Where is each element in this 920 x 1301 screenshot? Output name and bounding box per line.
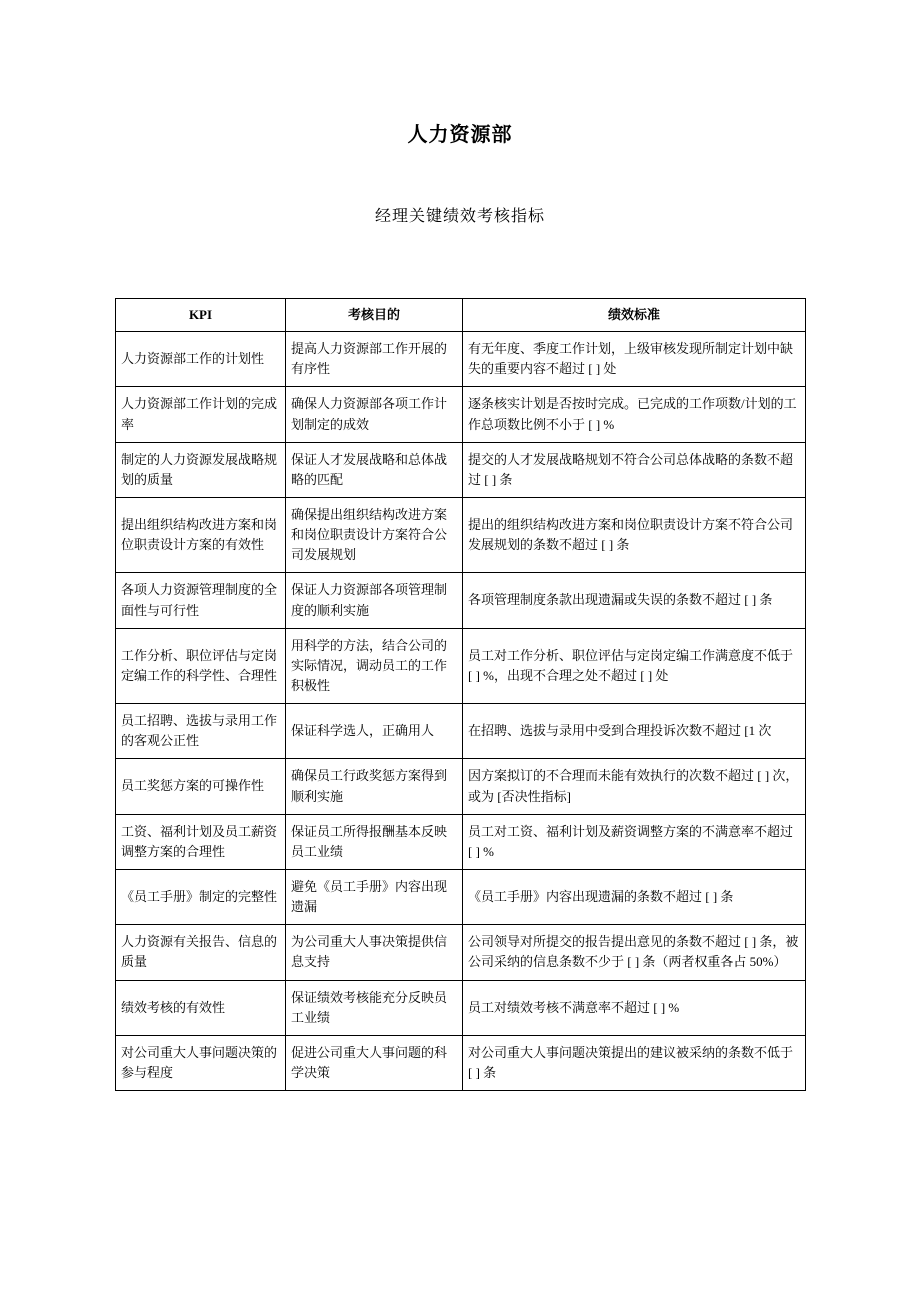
- table-row: [116, 332, 806, 387]
- standard-cell: 在招聘、选拔与录用中受到合理投诉次数不超过 [1 次: [463, 704, 806, 759]
- kpi-cell: 提出组织结构改进方案和岗位职责设计方案的有效性: [116, 497, 286, 572]
- purpose-cell: 保证科学选人，正确用人: [286, 704, 463, 759]
- page-title: 人力资源部: [407, 124, 513, 146]
- purpose-cell: 确保提出组织结构改进方案和岗位职责设计方案符合公司发展规划: [286, 497, 463, 572]
- purpose-cell: 避免《员工手册》内容出现遗漏: [286, 869, 463, 924]
- standard-cell: 因方案拟订的不合理而未能有效执行的次数不超过 [ ] 次，或为 [否决性指标]: [463, 759, 806, 814]
- kpi-cell: 员工招聘、选拔与录用工作的客观公正性: [116, 704, 286, 759]
- table-row: [116, 387, 806, 442]
- table-row: [116, 573, 806, 628]
- standard-cell: 员工对工资、福利计划及薪资调整方案的不满意率不超过 [ ] %: [463, 814, 806, 869]
- purpose-cell: 保证人才发展战略和总体战略的匹配: [286, 442, 463, 497]
- standard-cell: 提出的组织结构改进方案和岗位职责设计方案不符合公司发展规划的条数不超过 [ ] 条: [463, 497, 806, 572]
- standard-cell: 员工对绩效考核不满意率不超过 [ ] %: [463, 980, 806, 1035]
- table-row: [116, 925, 806, 980]
- standard-cell: 各项管理制度条款出现遗漏或失误的条数不超过 [ ] 条: [463, 573, 806, 628]
- kpi-cell: 绩效考核的有效性: [116, 980, 286, 1035]
- table-header-row: [116, 299, 806, 332]
- purpose-cell: 促进公司重大人事问题的科学决策: [286, 1035, 463, 1090]
- purpose-cell: 为公司重大人事决策提供信息支持: [286, 925, 463, 980]
- kpi-cell: 工资、福利计划及员工薪资调整方案的合理性: [116, 814, 286, 869]
- standard-cell: 提交的人才发展战略规划不符合公司总体战略的条数不超过 [ ] 条: [463, 442, 806, 497]
- kpi-cell: 对公司重大人事问题决策的参与程度: [116, 1035, 286, 1090]
- table-row: [116, 759, 806, 814]
- kpi-cell: 人力资源部工作计划的完成率: [116, 387, 286, 442]
- column-header-2: 绩效标准: [463, 299, 806, 332]
- table-row: [116, 704, 806, 759]
- standard-cell: 员工对工作分析、职位评估与定岗定编工作满意度不低于 [ ] %，出现不合理之处不超过 [ ] 处: [463, 628, 806, 703]
- standard-cell: 对公司重大人事问题决策提出的建议被采纳的条数不低于 [ ] 条: [463, 1035, 806, 1090]
- table-row: [116, 442, 806, 497]
- standard-cell: 有无年度、季度工作计划，上级审核发现所制定计划中缺失的重要内容不超过 [ ] 处: [463, 332, 806, 387]
- column-header-0: KPI: [116, 299, 286, 332]
- table-row: [116, 1035, 806, 1090]
- kpi-cell: 人力资源有关报告、信息的质量: [116, 925, 286, 980]
- purpose-cell: 保证员工所得报酬基本反映员工业绩: [286, 814, 463, 869]
- table-row: [116, 869, 806, 924]
- kpi-cell: 工作分析、职位评估与定岗定编工作的科学性、合理性: [116, 628, 286, 703]
- kpi-table: [115, 298, 806, 1091]
- purpose-cell: 确保人力资源部各项工作计划制定的成效: [286, 387, 463, 442]
- table-row: [116, 628, 806, 703]
- kpi-cell: 员工奖惩方案的可操作性: [116, 759, 286, 814]
- purpose-cell: 保证人力资源部各项管理制度的顺利实施: [286, 573, 463, 628]
- page-subtitle: 经理关键绩效考核指标: [374, 208, 545, 225]
- table-row: [116, 980, 806, 1035]
- kpi-cell: 各项人力资源管理制度的全面性与可行性: [116, 573, 286, 628]
- purpose-cell: 确保员工行政奖惩方案得到顺利实施: [286, 759, 463, 814]
- table-row: [116, 814, 806, 869]
- purpose-cell: 用科学的方法，结合公司的实际情况，调动员工的工作积极性: [286, 628, 463, 703]
- standard-cell: 逐条核实计划是否按时完成。已完成的工作项数/计划的工作总项数比例不小于 [ ] %: [463, 387, 806, 442]
- column-header-1: 考核目的: [286, 299, 463, 332]
- standard-cell: 《员工手册》内容出现遗漏的条数不超过 [ ] 条: [463, 869, 806, 924]
- purpose-cell: 提高人力资源部工作开展的有序性: [286, 332, 463, 387]
- kpi-cell: 制定的人力资源发展战略规划的质量: [116, 442, 286, 497]
- kpi-cell: 《员工手册》制定的完整性: [116, 869, 286, 924]
- purpose-cell: 保证绩效考核能充分反映员工业绩: [286, 980, 463, 1035]
- standard-cell: 公司领导对所提交的报告提出意见的条数不超过 [ ] 条，被公司采纳的信息条数不少于 [ ] 条（两者权重各占 50%）: [463, 925, 806, 980]
- table-row: [116, 497, 806, 572]
- kpi-cell: 人力资源部工作的计划性: [116, 332, 286, 387]
- table-body: [116, 332, 806, 1091]
